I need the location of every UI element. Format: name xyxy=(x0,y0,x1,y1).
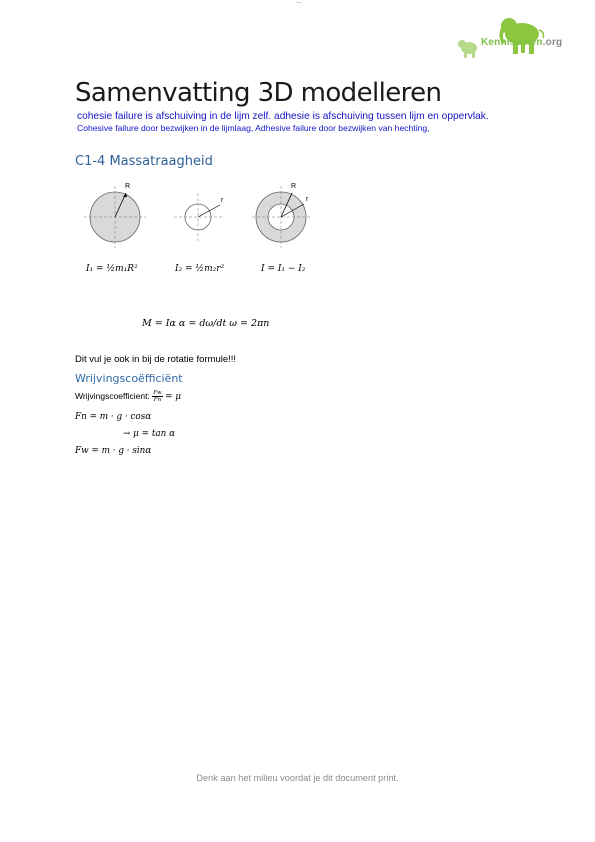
ring-label-R: R xyxy=(291,183,297,190)
equation-normal-force: Fn = m · g · cosα xyxy=(75,412,152,422)
formula-I: I = I₁ − I₂ xyxy=(261,264,306,274)
formula-I1: I₁ = ½m₁R² xyxy=(86,264,138,274)
section-heading-massatraagheid: C1-4 Massatraagheid xyxy=(75,154,213,169)
ring-label-r: r xyxy=(306,196,309,203)
radius-label-r: r xyxy=(221,197,224,204)
site-logo-text[interactable] xyxy=(481,37,562,48)
footer-note: Denk aan het milieu voordat je dit document print. xyxy=(196,773,399,783)
radius-label-R: R xyxy=(125,183,131,190)
note-line-1: cohesie failure is afschuiving in de lijm zelf. adhesie is afschuiving tussen lijm en oppervlak. xyxy=(77,111,489,122)
equation-mu-tan: → μ = tan α xyxy=(123,429,176,439)
formula-I2: I₂ = ½m₂r² xyxy=(175,264,225,274)
fraction-denominator: Fn xyxy=(153,397,162,403)
paragraph-rotation-note: Dit vul je ook in bij de rotatie formule!!! xyxy=(75,354,237,365)
equation-friction-force: Fw = m · g · sinα xyxy=(75,446,152,456)
equation-friction-coefficient xyxy=(75,390,181,403)
section-heading-wrijving: Wrijvingscoëfficiënt xyxy=(75,372,183,385)
note-line-2: Cohesive failure door bezwijken in de lijmlaag, Adhesive failure door bezwijken van hechting, xyxy=(77,123,430,133)
page-title: Samenvatting 3D modelleren xyxy=(75,78,442,108)
fraction-fw-fn xyxy=(152,390,163,403)
friction-rhs: = μ xyxy=(165,391,181,402)
rotation-formula xyxy=(140,308,290,338)
page-top-marker: ... xyxy=(296,0,302,5)
friction-label: Wrijvingscoefficient: xyxy=(75,390,150,401)
fraction-numerator: Fw xyxy=(153,390,162,396)
logo-name: Kennisdelen xyxy=(481,37,543,48)
logo-tld: .org xyxy=(542,37,563,48)
inertia-figure xyxy=(78,178,318,283)
rotation-formula-text: M = Iα α = dω/dt ω = 2πn xyxy=(142,318,270,329)
